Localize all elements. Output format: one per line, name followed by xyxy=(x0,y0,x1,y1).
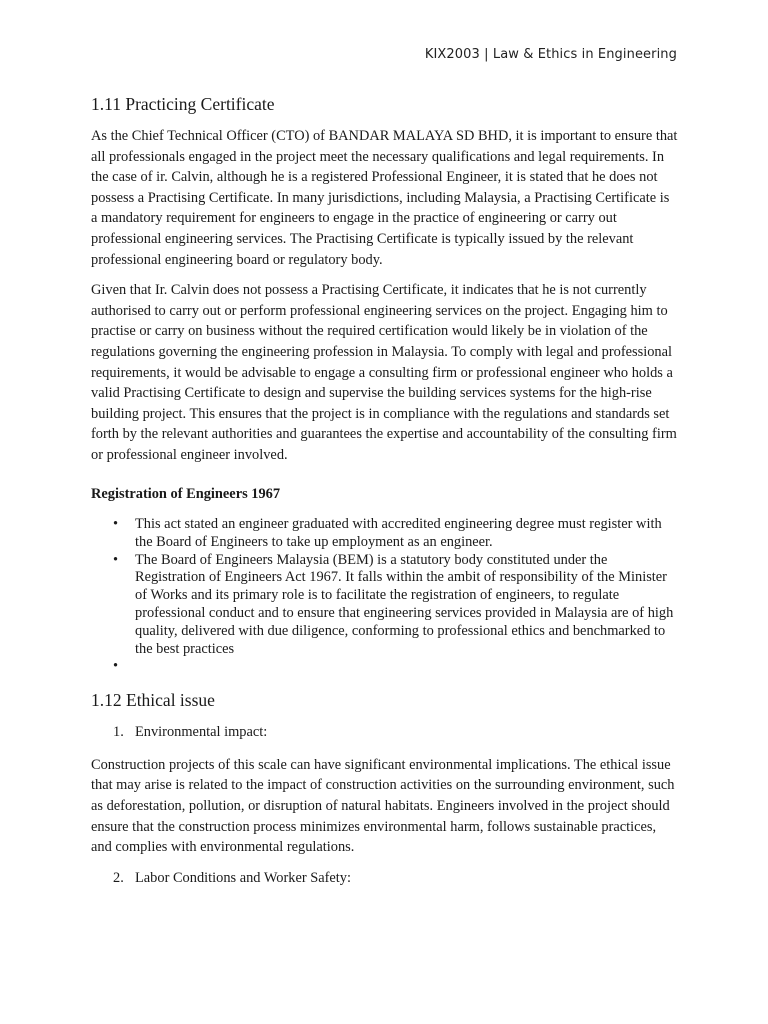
paragraph-cto-requirements: As the Chief Technical Officer (CTO) of BANDAR MALAYA SD BHD, it is important to ensure that all professionals engaged in the project meet the necessary qualifications and legal requirements. In the case of ir. Calvin, although he is a registered Professional Engineer, it is stated that he does not possess a Practising Certificate. In many jurisdictions, including Malaysia, a Practising Certificate is a mandatory requirement for engineers to engage in the practice of engineering or carry out professional engineering services. The Practising Certificate is typically issued by the relevant professional engineering board or regulatory body. xyxy=(91,128,678,268)
numbered-item-environmental xyxy=(91,722,679,743)
list-number: 1. xyxy=(113,724,124,741)
running-header: KIX2003 | Law & Ethics in Engineering xyxy=(424,47,677,62)
list-item-label: Labor Conditions and Worker Safety: xyxy=(135,869,351,886)
bullet-icon: • xyxy=(113,516,119,533)
list-item-text: The Board of Engineers Malaysia (BEM) is a statutory body constituted under the Registration of Engineers Act 1967. It falls within the ambit of responsibility of the Minister of Works and its primary role is to facilitate the registration of engineers, to regulate professional conduct and to ensure that engineering services provided in Malaysia are of high quality, delivered with due diligence, conforming to professional ethics and benchmarked to the best practices xyxy=(135,551,674,657)
section-heading-practicing-certificate: 1.11 Practicing Certificate xyxy=(91,94,275,114)
document-body xyxy=(91,92,679,900)
section-heading-ethical-issue: 1.12 Ethical issue xyxy=(91,690,215,711)
list-item xyxy=(91,658,679,676)
numbered-item-labor xyxy=(91,868,679,889)
list-item xyxy=(91,552,679,659)
list-item xyxy=(91,722,679,743)
list-item-text: This act stated an engineer graduated with accredited engineering degree must register with the Board of Engineers to take up employment as an engineer. xyxy=(135,516,662,550)
list-item xyxy=(91,516,679,552)
bullet-icon: • xyxy=(113,551,119,568)
paragraph-environmental-impact: Construction projects of this scale can have significant environmental implications. The ethical issue that may arise is related to the impact of construction activities on the surrounding environment, such as deforestation, pollution, or disruption of natural habitats. Engineers involved in the project should ensure that the construction process minimizes environmental harm, follows sustainable practices, and complies with environmental regulations. xyxy=(91,756,675,856)
bullet-icon: • xyxy=(113,658,119,675)
paragraph-calvin-certificate: Given that Ir. Calvin does not possess a Practising Certificate, it indicates that he is not currently authorised to carry out or perform professional engineering services on the project. Engaging him to practise or carry on business without the required certification would likely be in violation of the regulations governing the engineering profession in Malaysia. To comply with legal and professional requirements, it would be advisable to engage a consulting firm or professional engineer who holds a valid Practising Certificate to design and supervise the building services systems for the high-rise building project. This ensures that the project is in compliance with the regulations and standards set forth by the relevant authorities and guarantees the expertise and accountability of the consulting firm or professional engineer involved. xyxy=(91,282,677,463)
list-item-label: Environmental impact: xyxy=(135,724,268,741)
list-number: 2. xyxy=(113,869,124,886)
list-item xyxy=(91,868,679,889)
subheading-registration-act: Registration of Engineers 1967 xyxy=(91,485,281,502)
bullet-list-registration xyxy=(91,516,679,676)
